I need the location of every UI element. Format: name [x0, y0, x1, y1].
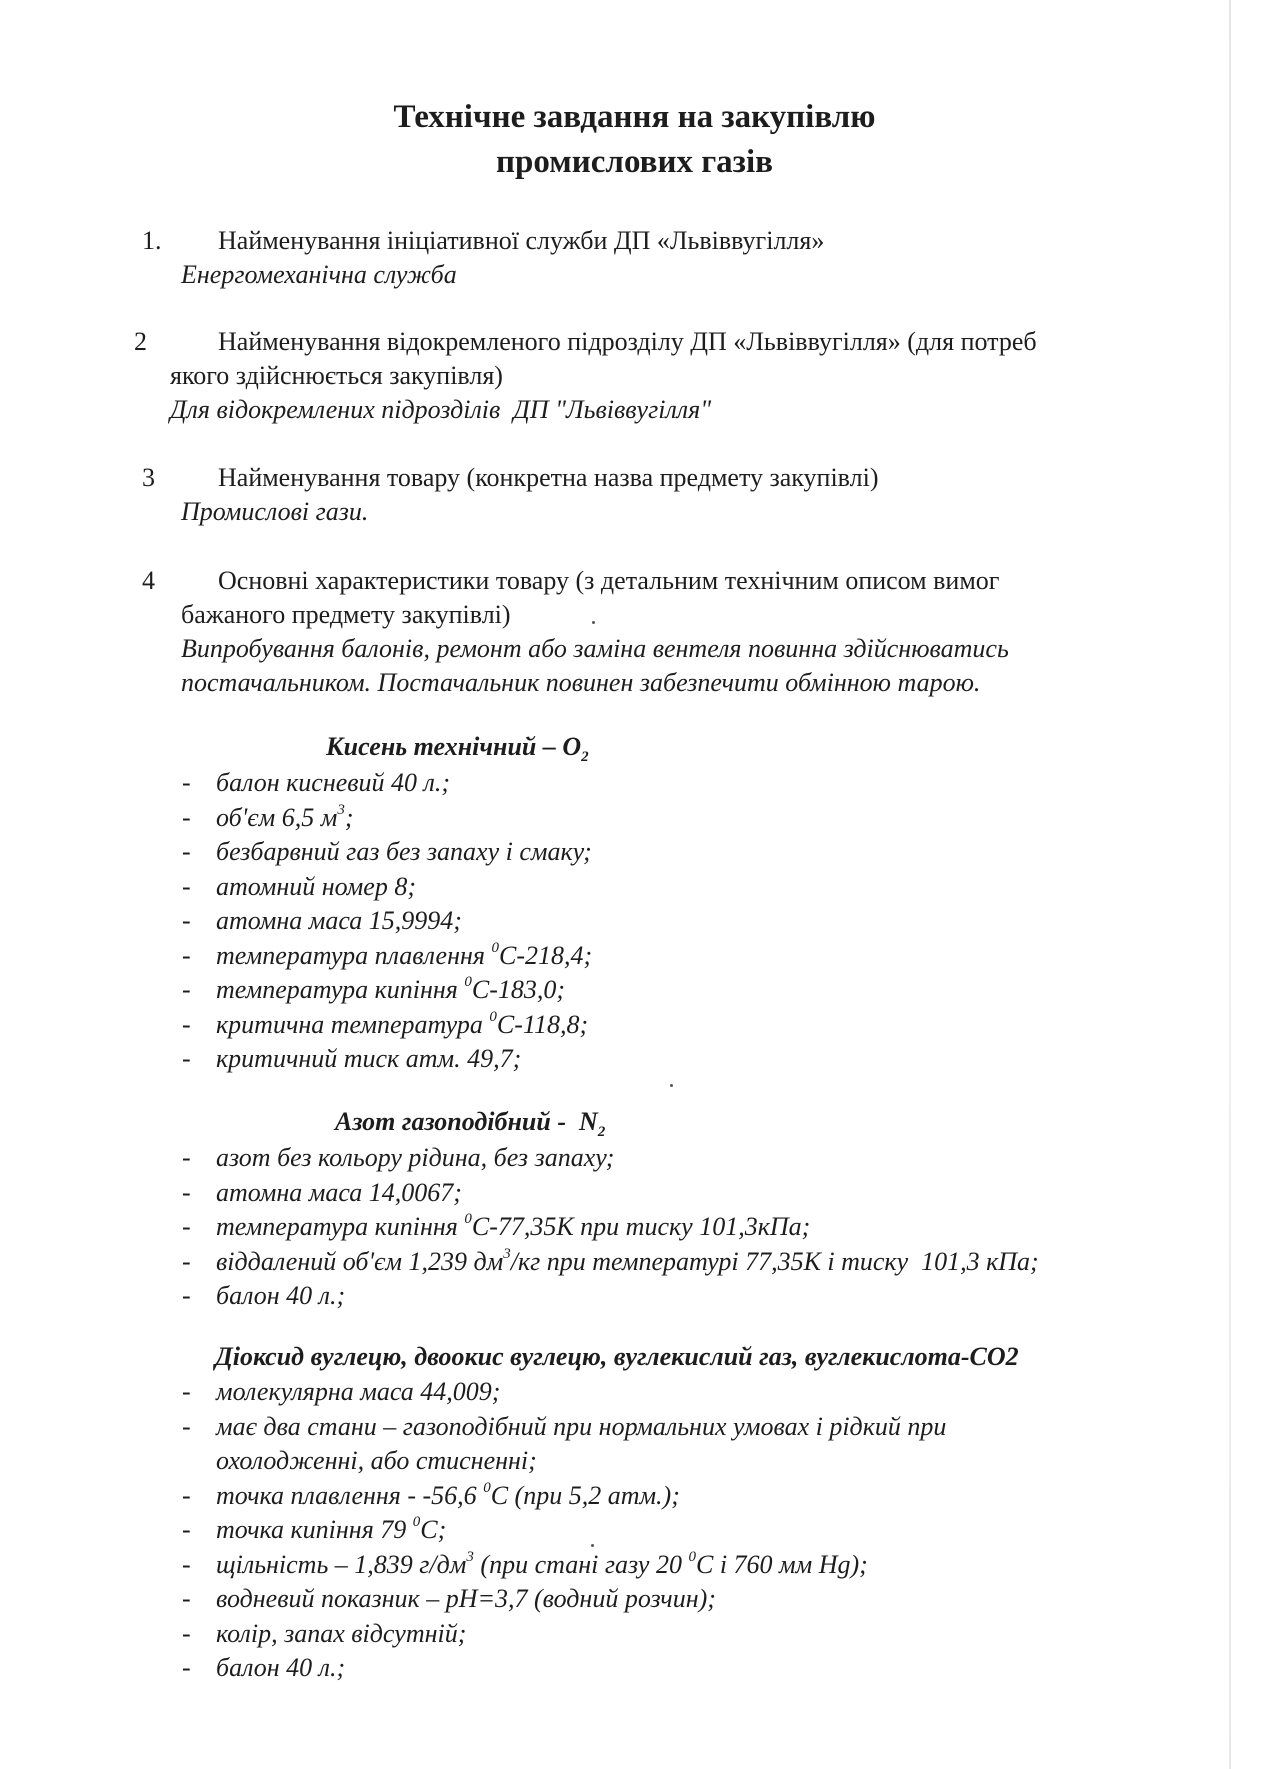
superscript: 3: [503, 1245, 511, 1262]
list-item-text: С-77,35К при тиску 101,3кПа;: [471, 1212, 811, 1241]
list-item-text: температура кипіння: [216, 1212, 465, 1241]
superscript: 3: [466, 1548, 474, 1565]
superscript: 0: [464, 1211, 472, 1228]
list-item-text: віддалений об'єм 1,239 дм: [216, 1246, 504, 1276]
superscript: 3: [337, 801, 345, 818]
list-item-text: балон 40 л.;: [216, 1653, 346, 1682]
list-item: [182, 1375, 946, 1410]
list-dash: -: [182, 1177, 191, 1207]
list-dash: -: [182, 768, 191, 797]
list-item: [182, 1513, 946, 1548]
list-item: [182, 1582, 946, 1617]
list-dash: -: [182, 1515, 191, 1544]
scan-speck: [670, 1084, 673, 1087]
section-number: 3: [142, 463, 155, 492]
list-item: [182, 1548, 946, 1583]
list-item-text: С-118,8;: [496, 1009, 589, 1039]
list-item: [182, 1176, 1039, 1211]
list-item-text: С (при 5,2 атм.);: [490, 1480, 680, 1510]
list-item: [182, 1279, 1039, 1314]
list-item: [182, 939, 592, 974]
section-number: 1.: [142, 226, 162, 255]
section-heading-cont: якого здійснюється закупівля): [170, 361, 503, 390]
nitrogen-heading-text: Азот газоподібний - N: [335, 1107, 598, 1136]
section-answer: Енергомеханічна служба: [181, 260, 457, 289]
scan-speck: [592, 621, 595, 624]
list-item-text: безбарвний газ без запаху і смаку;: [216, 837, 592, 866]
list-dash: -: [182, 906, 191, 935]
list-item-text: колір, запах відсутній;: [216, 1618, 467, 1648]
section-answer: Для відокремлених підрозділів ДП "Львіввугілля": [170, 395, 712, 424]
section-heading-cont: бажаного предмету закупівлі): [181, 600, 511, 629]
list-item: [182, 1210, 1039, 1245]
list-dash: -: [182, 1212, 191, 1241]
list-item: [182, 801, 592, 836]
list-item-text: С;: [420, 1515, 447, 1544]
list-item: [182, 904, 592, 939]
list-item-text: точка кипіння 79: [216, 1515, 413, 1544]
list-item-text: температура кипіння: [216, 975, 465, 1004]
list-item: [182, 1042, 592, 1077]
co2-heading: Діоксид вуглецю, двоокис вуглецю, вуглекислий газ, вуглекислота-СО2: [215, 1342, 1019, 1371]
list-dash: -: [182, 1549, 191, 1579]
list-item-text: має два стани – газоподібний при нормальних умовах і рідкий при: [216, 1411, 947, 1441]
list-item-text: температура плавлення: [216, 940, 492, 970]
section-heading: Основні характеристики товару (з детальним технічним описом вимог: [218, 566, 1000, 595]
list-item: [182, 1008, 592, 1043]
title-line-1: Технічне завдання на закупівлю: [393, 99, 876, 135]
list-dash: -: [182, 1653, 191, 1682]
list-dash: -: [182, 1618, 191, 1648]
list-item-text: водневий показник – рН=3,7 (водний розчин);: [216, 1584, 716, 1613]
list-item-text: С і 760 мм Hg);: [695, 1549, 868, 1579]
list-item-text: атомна маса 14,0067;: [216, 1177, 462, 1207]
list-item-text: об'єм 6,5 м: [216, 802, 338, 832]
superscript: 0: [688, 1548, 696, 1565]
oxygen-heading: [326, 730, 589, 764]
list-dash: -: [182, 1584, 191, 1613]
list-item: [182, 973, 592, 1008]
list-item-text: С-218,4;: [498, 940, 593, 970]
list-item: [182, 1651, 946, 1686]
list-item: [182, 870, 592, 905]
title-line-2: промислових газів: [496, 144, 773, 180]
section-answer: Промислові гази.: [181, 497, 369, 526]
superscript: 0: [483, 1479, 491, 1496]
nitrogen-properties-list: [182, 1141, 1039, 1314]
oxygen-heading-subscript: 2: [581, 749, 589, 766]
list-dash: -: [182, 1480, 191, 1510]
list-item-text: щільність – 1,839 г/дм: [216, 1549, 467, 1579]
list-dash: -: [182, 1377, 191, 1406]
list-dash: -: [182, 802, 191, 832]
list-item: [182, 766, 592, 801]
list-dash: -: [182, 871, 191, 901]
list-item: [182, 1141, 1039, 1176]
list-item-continuation: [182, 1444, 946, 1479]
list-item-text: (при стані газу 20: [473, 1549, 689, 1579]
list-item-text: ;: [344, 802, 354, 832]
list-item-text: молекулярна маса 44,009;: [216, 1377, 501, 1406]
superscript: 0: [489, 1008, 497, 1025]
section-answer: Випробування балонів, ремонт або заміна вентеля повинна здійснюватись: [181, 634, 1009, 663]
list-item-text: атомна маса 15,9994;: [216, 906, 462, 935]
list-dash: -: [182, 1281, 191, 1310]
list-dash: -: [182, 1009, 191, 1039]
scan-edge: [1229, 0, 1231, 1769]
nitrogen-heading-subscript: 2: [597, 1124, 606, 1141]
section-heading: Найменування товару (конкретна назва предмету закупівлі): [218, 463, 879, 492]
list-item-text: точка плавлення - -56,6: [216, 1480, 484, 1510]
list-item-text: критичний тиск атм. 49,7;: [216, 1044, 522, 1073]
list-item-text: атомний номер 8;: [216, 871, 416, 901]
list-dash: -: [182, 837, 191, 866]
list-item-text: С-183,0;: [471, 975, 566, 1004]
list-dash: -: [182, 1411, 191, 1441]
oxygen-properties-list: [182, 766, 592, 1077]
section-answer-cont: постачальником. Постачальник повинен забезпечити обмінною тарою.: [181, 668, 981, 697]
list-dash: -: [182, 975, 191, 1004]
section-number: 4: [142, 566, 155, 595]
list-item: [182, 835, 592, 870]
oxygen-heading-text: Кисень технічний – О: [326, 732, 582, 761]
superscript: 0: [412, 1514, 421, 1531]
list-item: [182, 1245, 1039, 1280]
list-item-text: /кг при температурі 77,35К і тиску 101,3 кПа;: [510, 1246, 1039, 1276]
list-dash: -: [182, 940, 191, 970]
list-dash: -: [182, 1143, 191, 1172]
document-title: [0, 95, 1269, 185]
list-item: [182, 1410, 946, 1445]
superscript: 0: [464, 974, 472, 991]
list-item-text: охолодженні, або стисненні;: [216, 1446, 537, 1475]
list-item-text: балон кисневий 40 л.;: [216, 768, 451, 797]
section-number: 2: [134, 327, 147, 356]
list-item: [182, 1617, 946, 1652]
co2-properties-list: [182, 1375, 946, 1686]
list-item: [182, 1479, 946, 1514]
nitrogen-heading: [335, 1105, 605, 1139]
superscript: 0: [491, 939, 499, 956]
list-item-text: азот без кольору рідина, без запаху;: [216, 1143, 615, 1172]
section-heading: Найменування ініціативної служби ДП «Львіввугілля»: [218, 226, 825, 255]
list-dash: -: [182, 1044, 191, 1073]
list-item-text: критична температура: [216, 1009, 490, 1039]
list-item-text: балон 40 л.;: [216, 1281, 346, 1310]
section-heading: Найменування відокремленого підрозділу ДП «Львіввугілля» (для потреб: [218, 327, 1037, 356]
list-dash: -: [182, 1246, 191, 1276]
